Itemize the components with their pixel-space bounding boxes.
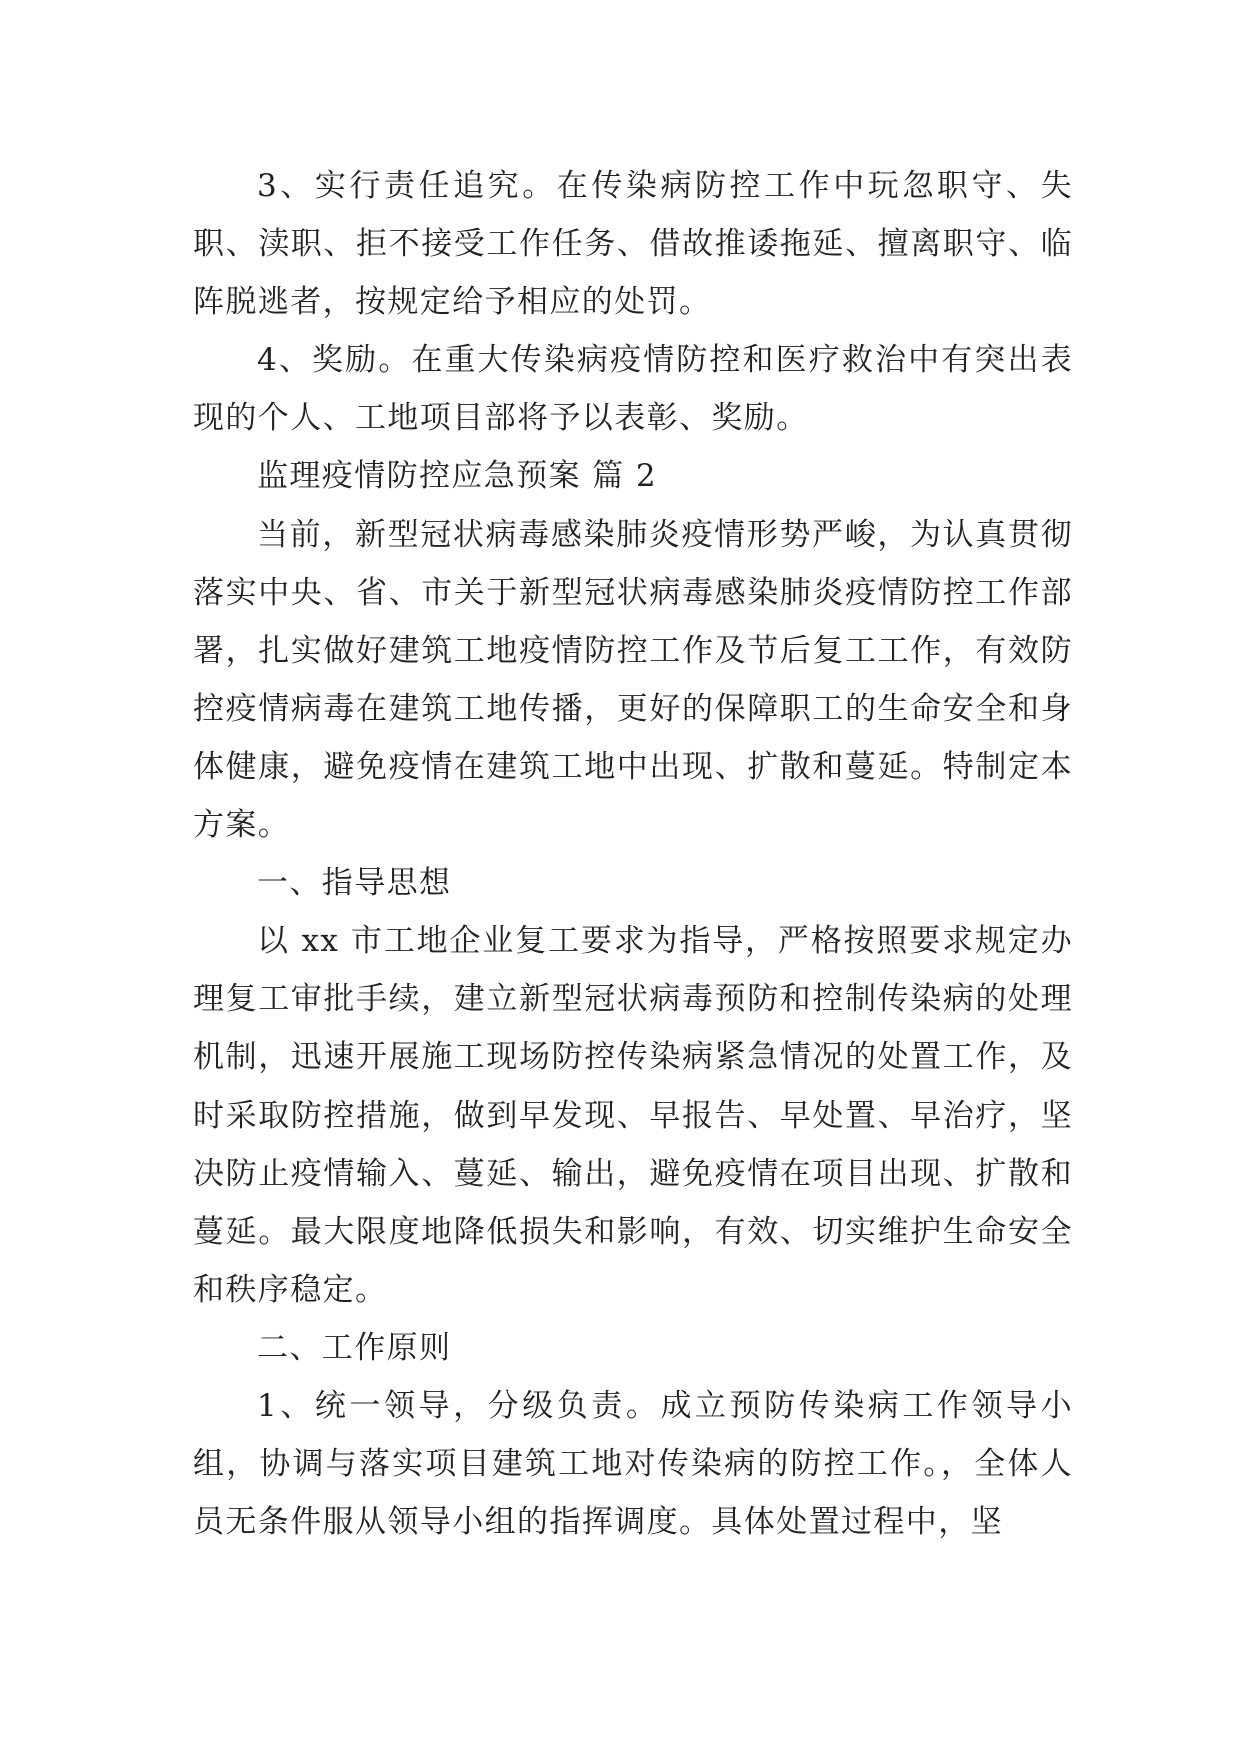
- heading-guiding-ideology: 一、指导思想: [257, 865, 452, 902]
- paragraph-guiding-ideology: 以 xx 市工地企业复工要求为指导，严格按照要求规定办理复工审批手续，建立新型冠状病毒预防和控制传染病的处理机制，迅速开展施工现场防控传染病紧急情况的处置工作，及时采取防控措施，做到早发现、早报告、早处置、早治疗，坚决防止疫情输入、蔓延、输出，避免疫情在项目出现、扩散和蔓延。最大限度地降低损失和影响，有效、切实维护生命安全和秩序稳定。: [193, 923, 1073, 1308]
- section-title: 监理疫情防控应急预案 篇 2: [257, 458, 658, 495]
- heading-work-principles: 二、工作原则: [257, 1329, 452, 1366]
- paragraph-reward: 4、奖励。在重大传染病疫情防控和医疗救治中有突出表现的个人、工地项目部将予以表彰、奖励。: [193, 342, 1073, 437]
- document-body: [193, 157, 1073, 1551]
- paragraph-intro: 当前，新型冠状病毒感染肺炎疫情形势严峻，为认真贯彻落实中央、省、市关于新型冠状病毒感染肺炎疫情防控工作部署，扎实做好建筑工地疫情防控工作及节后复工工作，有效防控疫情病毒在建筑工地传播，更好的保障职工的生命安全和身体健康，避免疫情在建筑工地中出现、扩散和蔓延。特制定本方案。: [193, 516, 1073, 844]
- paragraph-unified-leadership: 1、统一领导，分级负责。成立预防传染病工作领导小组，协调与落实项目建筑工地对传染病的防控工作。，全体人员无条件服从领导小组的指挥调度。具体处置过程中，坚: [193, 1387, 1073, 1541]
- paragraph-responsibility: 3、实行责任追究。在传染病防控工作中玩忽职守、失职、渎职、拒不接受工作任务、借故推诿拖延、擅离职守、临阵脱逃者，按规定给予相应的处罚。: [193, 168, 1073, 321]
